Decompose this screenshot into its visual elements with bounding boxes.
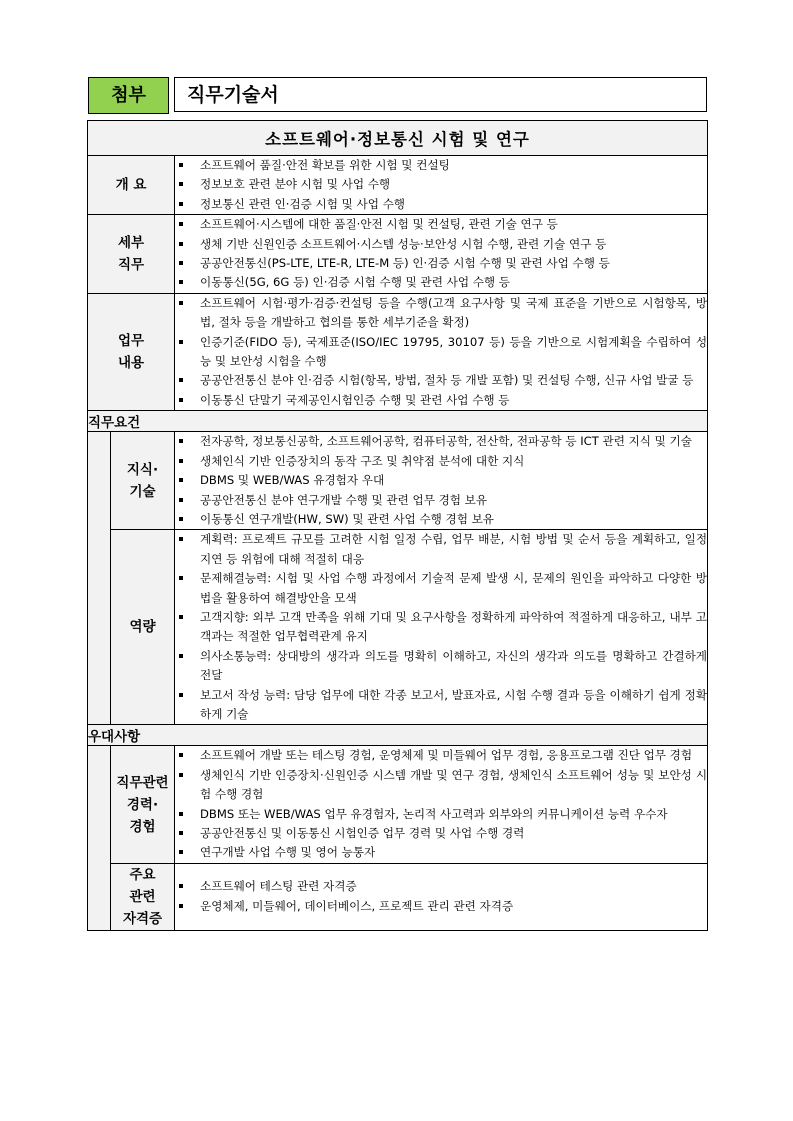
list-item: 계획력: 프로젝트 규모를 고려한 시험 일정 수립, 업무 배분, 시험 방법 및 순서 등을 계획하고, 일정 지연 등 위험에 대해 적절히 대응: [175, 530, 707, 569]
list-item: 정보보호 관련 분야 시험 및 사업 수행: [175, 175, 707, 194]
certificates-content: [175, 863, 708, 930]
list-item: 공공안전통신 분야 인·검증 시험(항목, 방법, 절차 등 개발 포함) 및 컨설팅 수행, 신규 사업 발굴 등: [175, 371, 707, 390]
list-item: 운영체제, 미들웨어, 데이터베이스, 프로젝트 관리 관련 자격증: [175, 897, 707, 916]
document-title: 직무기술서: [174, 77, 707, 112]
list-item: 소프트웨어 품질·안전 확보를 위한 시험 및 컨설팅: [175, 156, 707, 175]
list-item: 전자공학, 정보통신공학, 소프트웨어공학, 컴퓨터공학, 전산학, 전파공학 등 ICT 관련 지식 및 기술: [175, 432, 707, 451]
knowledge-label: 지식· 기술: [111, 432, 175, 530]
list-item: 의사소통능력: 상대방의 생각과 의도를 명확히 이해하고, 자신의 생각과 의도를 명확하고 간결하게 전달: [175, 647, 707, 686]
list-item: 공공안전통신 분야 연구개발 수행 및 관련 업무 경험 보유: [175, 491, 707, 510]
competency-content: [175, 530, 708, 725]
requirements-section-header: 직무요건: [88, 411, 708, 432]
list-item: 소프트웨어 개발 또는 테스팅 경험, 운영체제 및 미들웨어 업무 경험, 응용프로그램 진단 업무 경험: [175, 746, 707, 765]
table-title: 소프트웨어·정보통신 시험 및 연구: [88, 121, 708, 156]
attachment-badge: 첨부: [88, 77, 169, 114]
list-item: 소프트웨어 테스팅 관련 자격증: [175, 877, 707, 896]
list-item: 보고서 작성 능력: 담당 업무에 대한 각종 보고서, 발표자료, 시험 수행 결과 등을 이해하기 쉽게 정확하게 기술: [175, 686, 707, 725]
job-description-table: [87, 120, 708, 931]
list-item: 이동통신(5G, 6G 등) 인·검증 시험 수행 및 관련 사업 수행 등: [175, 273, 707, 292]
knowledge-content: [175, 432, 708, 530]
experience-label: 직무관련 경력· 경험: [111, 746, 175, 863]
list-item: DBMS 또는 WEB/WAS 업무 유경험자, 논리적 사고력과 외부와의 커뮤니케이션 능력 우수자: [175, 805, 707, 824]
list-item: 공공안전통신(PS-LTE, LTE-R, LTE-M 등) 인·검증 시험 수행 및 관련 사업 수행 등: [175, 254, 707, 273]
list-item: DBMS 및 WEB/WAS 유경험자 우대: [175, 471, 707, 490]
competency-label: 역량: [111, 530, 175, 725]
list-item: 공공안전통신 및 이동통신 시험인증 업무 경력 및 사업 수행 경력: [175, 824, 707, 843]
list-item: 생체인식 기반 인증장치·신원인증 시스템 개발 및 연구 경험, 생체인식 소프트웨어 성능 및 보안성 시험 수행 경험: [175, 766, 707, 805]
detail-duty-content: [175, 215, 708, 294]
list-item: 소프트웨어 시험·평가·검증·컨설팅 등을 수행(고객 요구사항 및 국제 표준을 기반으로 시험항목, 방법, 절차 등을 개발하고 협의를 통한 세부기준을 확정): [175, 294, 707, 333]
list-item: 고객지향: 외부 고객 만족을 위해 기대 및 요구사항을 정확하게 파악하여 적절하게 대응하고, 내부 고객과는 적절한 업무협력관계 유지: [175, 608, 707, 647]
list-item: 문제해결능력: 시험 및 사업 수행 과정에서 기술적 문제 발생 시, 문제의 원인을 파악하고 다양한 방법을 활용하여 해결방안을 모색: [175, 569, 707, 608]
overview-content: [175, 156, 708, 215]
preferred-section-header: 우대사항: [88, 725, 708, 746]
certificates-label: 주요 관련 자격증: [111, 863, 175, 930]
list-item: 소프트웨어·시스템에 대한 품질·안전 시험 및 컨설팅, 관련 기술 연구 등: [175, 215, 707, 234]
list-item: 연구개발 사업 수행 및 영어 능통자: [175, 843, 707, 862]
list-item: 인증기준(FIDO 등), 국제표준(ISO/IEC 19795, 30107 등) 등을 기반으로 시험계획을 수립하여 성능 및 보안성 시험을 수행: [175, 333, 707, 372]
header: [88, 77, 707, 114]
duty-content: [175, 293, 708, 410]
experience-content: [175, 746, 708, 863]
list-item: 생체인식 기반 인증장치의 동작 구조 및 취약점 분석에 대한 지식: [175, 452, 707, 471]
list-item: 이동통신 단말기 국제공인시험인증 수행 및 관련 사업 수행 등: [175, 391, 707, 410]
list-item: 이동통신 연구개발(HW, SW) 및 관련 사업 수행 경험 보유: [175, 510, 707, 529]
preferred-gutter: [88, 746, 111, 930]
list-item: 정보통신 관련 인·검증 시험 및 사업 수행: [175, 195, 707, 214]
detail-duty-label: 세부 직무: [88, 215, 175, 294]
list-item: 생체 기반 신원인증 소프트웨어·시스템 성능·보안성 시험 수행, 관련 기술 연구 등: [175, 235, 707, 254]
overview-label: 개 요: [88, 156, 175, 215]
duty-content-label: 업무 내용: [88, 293, 175, 410]
requirements-gutter: [88, 432, 111, 725]
